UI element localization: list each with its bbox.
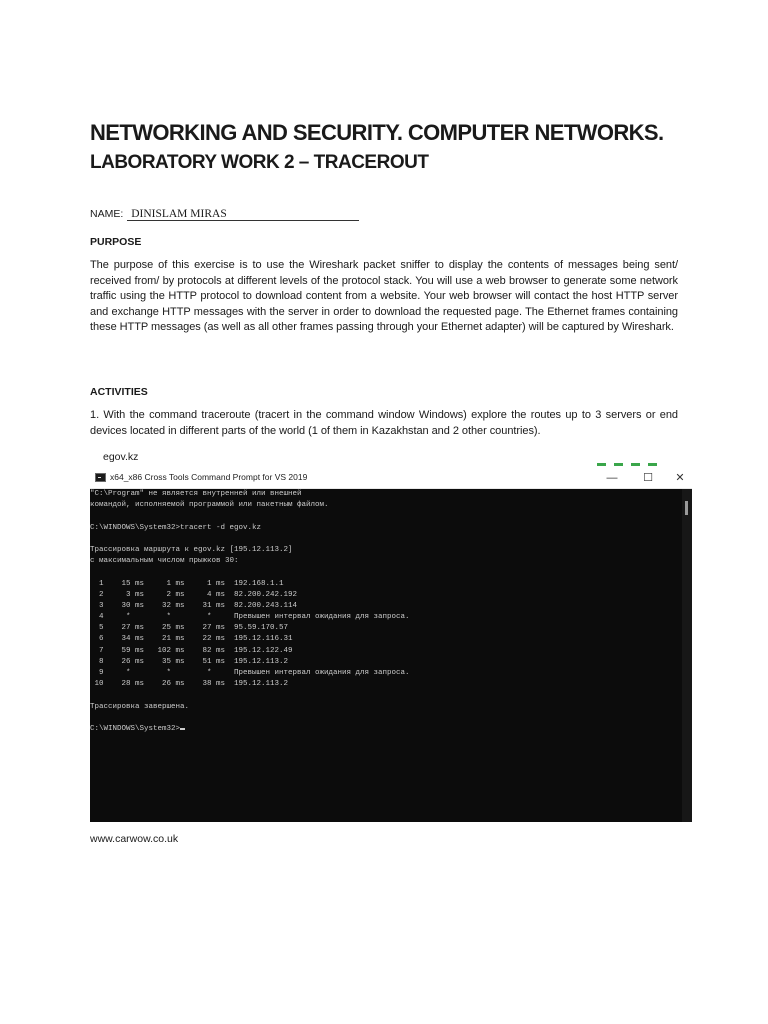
purpose-heading: PURPOSE [90,236,142,248]
carwow-label: www.carwow.co.uk [90,833,179,845]
terminal-line: 6 34 ms 21 ms 22 ms 195.12.116.31 [90,635,293,644]
terminal-line [90,511,682,522]
purpose-paragraph: The purpose of this exercise is to use the Wireshark packet sniffer to display the contents of messages being sent/ received from/ by protocols at different levels of the protocol stack. You will use a web browser to generate some network traffic using the HTTP protocol to download content from a website. Your web browser will contact the host HTTP server and exchange HTTP messages with the server in order to download the requested page. The Ethernet frames containing these HTTP messages (as well as all other frames passing through your Ethernet adapter) will be captured by Wireshark. [90,259,678,334]
terminal-line: 10 28 ms 26 ms 38 ms 195.12.113.2 [90,680,289,689]
egov-label: egov.kz [103,451,139,463]
document-title: NETWORKING AND SECURITY. COMPUTER NETWORKS. [90,120,664,145]
terminal-output[interactable] [90,489,682,822]
terminal-line [90,690,682,701]
name-value: DINISLAM MIRAS [127,208,359,221]
command-prompt-titlebar[interactable] [90,468,692,489]
terminal-line: 1 15 ms 1 ms 1 ms 192.168.1.1 [90,579,284,588]
terminal-line: 7 59 ms 102 ms 82 ms 195.12.122.49 [90,646,293,655]
terminal-line: 9 * * * Превышен интервал ожидания для запроса. [90,669,410,677]
command-prompt-icon [95,473,106,482]
terminal-line: "C:\Program" не является внутренней или внешней [90,490,302,498]
minimize-button[interactable]: — [606,472,618,484]
terminal-line: с максимальным числом прыжков 30: [90,557,239,566]
terminal-cursor [180,728,185,730]
terminal-line: 3 30 ms 32 ms 31 ms 82.200.243.114 [90,601,298,610]
green-marks-decoration [597,463,677,467]
activities-heading: ACTIVITIES [90,386,148,398]
terminal-line: 5 27 ms 25 ms 27 ms 95.59.170.57 [90,624,289,633]
terminal-scrollbar[interactable] [682,489,692,822]
scrollbar-thumb[interactable] [685,501,688,515]
terminal-line [90,567,682,578]
terminal-line: C:\WINDOWS\System32>tracert -d egov.kz [90,523,262,532]
command-prompt-window [90,468,692,822]
document-subtitle: LABORATORY WORK 2 – TRACEROUT [90,152,429,173]
maximize-button[interactable]: ☐ [643,472,653,484]
terminal-line: Трассировка завершена. [90,702,190,711]
terminal-line: 4 * * * Превышен интервал ожидания для запроса. [90,613,410,622]
name-label: NAME: [90,208,124,220]
terminal-line [90,713,682,724]
terminal-line: C:\WINDOWS\System32> [90,724,682,735]
terminal-line: Трассировка маршрута к egov.kz [195.12.113.2] [90,545,293,554]
close-button[interactable]: ✕ [675,472,685,484]
terminal-line: 8 26 ms 35 ms 51 ms 195.12.113.2 [90,657,289,666]
activities-paragraph: 1. With the command traceroute (tracert in the command window Windows) explore the routes up to 3 servers or end devices located in different parts of the world (1 of them in Kazakhstan and 2 other countries). [90,409,678,437]
terminal-line: командой, исполняемой программой или пакетным файлом. [90,501,329,510]
terminal-line: 2 3 ms 2 ms 4 ms 82.200.242.192 [90,590,298,599]
name-field [90,208,359,221]
window-title: x64_x86 Cross Tools Command Prompt for VS 2019 [110,472,308,482]
terminal-line [90,534,682,545]
